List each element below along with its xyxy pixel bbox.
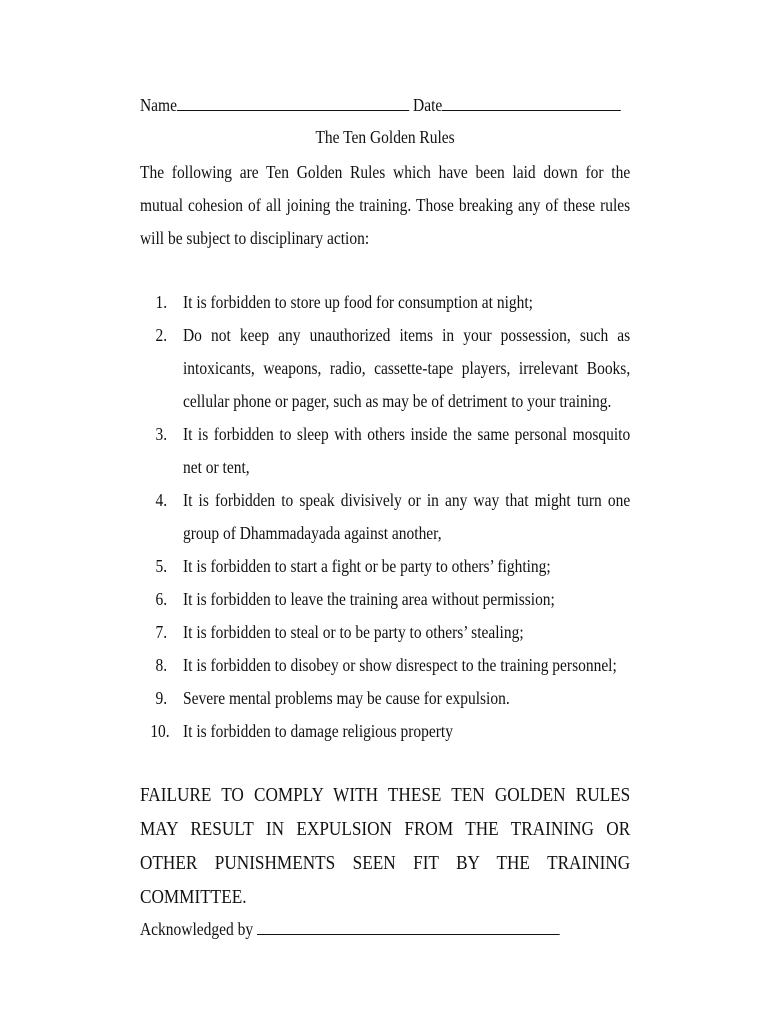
- name-label: Name: [140, 95, 177, 115]
- rule-text: It is forbidden to disobey or show disrespect to the training personnel;: [183, 655, 617, 675]
- rule-number: 10.: [150, 721, 170, 741]
- rule-item: [140, 649, 630, 682]
- rule-number: 1.: [155, 292, 168, 312]
- rule-number: 2.: [155, 325, 168, 345]
- warning-paragraph: FAILURE TO COMPLY WITH THESE TEN GOLDEN RULES MAY RESULT IN EXPULSION FROM THE TRAINING OR OTHER PUNISHMENTS SEEN FIT BY THE TRAINING COMMITTEE.: [140, 784, 631, 908]
- rule-item: [140, 583, 630, 616]
- header-fields: [140, 88, 630, 122]
- rule-text: It is forbidden to damage religious property: [183, 721, 453, 741]
- acknowledgement-line: [140, 912, 630, 946]
- rule-item: [140, 484, 630, 550]
- rule-item: [140, 550, 630, 583]
- rule-item: [140, 286, 630, 319]
- rule-number: 8.: [155, 655, 168, 675]
- rule-text: It is forbidden to speak divisively or in any way that might turn one group of Dhammadayada against another,: [183, 490, 631, 543]
- acknowledgement-blank-line[interactable]: [257, 914, 560, 935]
- rule-text: It is forbidden to steal or to be party to others’ stealing;: [183, 622, 524, 642]
- rule-number: 3.: [155, 424, 168, 444]
- document-title: The Ten Golden Rules: [315, 127, 455, 147]
- intro-paragraph: The following are Ten Golden Rules which have been laid down for the mutual cohesion of all joining the training. Those breaking any of these rules will be subject to disciplinary action:: [140, 162, 631, 248]
- date-label: Date: [413, 95, 443, 115]
- name-blank-line[interactable]: [177, 90, 409, 111]
- rule-number: 9.: [155, 688, 168, 708]
- rule-number: 7.: [155, 622, 168, 642]
- rule-text: It is forbidden to store up food for consumption at night;: [183, 292, 533, 312]
- rule-number: 6.: [155, 589, 168, 609]
- rule-item: [140, 319, 630, 418]
- rule-text: It is forbidden to sleep with others inside the same personal mosquito net or tent,: [183, 424, 631, 477]
- rule-text: It is forbidden to start a fight or be party to others’ fighting;: [183, 556, 551, 576]
- rule-number: 5.: [155, 556, 168, 576]
- rule-text: Do not keep any unauthorized items in your possession, such as intoxicants, weapons, radio, cassette-tape players, irrelevant Books, cellular phone or pager, such as may be of detriment to your training.: [183, 325, 631, 411]
- rule-item: [140, 418, 630, 484]
- rule-text: It is forbidden to leave the training area without permission;: [183, 589, 555, 609]
- acknowledged-by-label: Acknowledged by: [140, 919, 254, 939]
- date-blank-line[interactable]: [442, 90, 621, 111]
- rules-list: [140, 286, 630, 748]
- rule-number: 4.: [155, 490, 168, 510]
- rule-item: [140, 682, 630, 715]
- rule-item: [140, 616, 630, 649]
- rule-item: [140, 715, 630, 748]
- rule-text: Severe mental problems may be cause for expulsion.: [183, 688, 510, 708]
